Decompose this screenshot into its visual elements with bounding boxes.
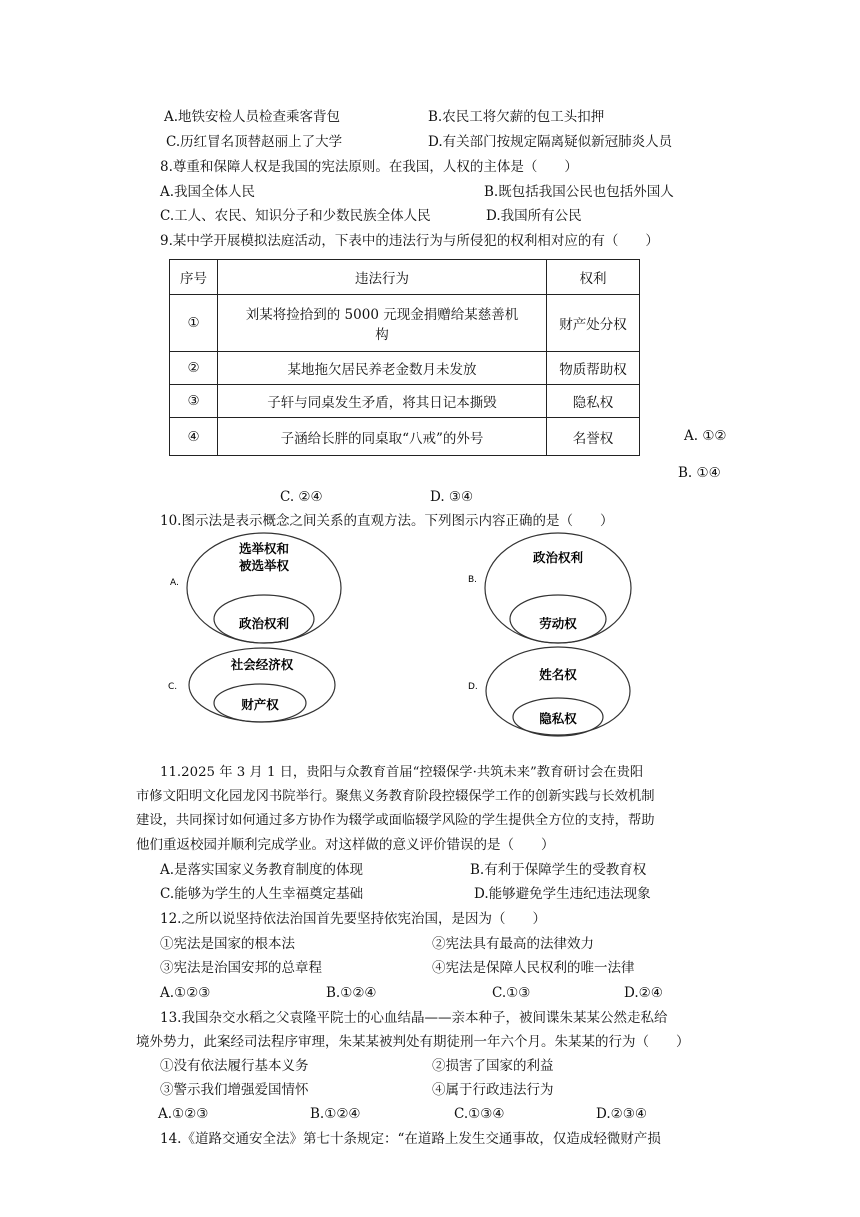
q12-statement: ②宪法具有最高的法律效力 [432,936,594,952]
q9-stem: 9.某中学开展模拟法庭活动，下表中的违法行为与所侵犯的权利相对应的有（ ） [160,233,659,249]
outer-label: 选举权和 [238,541,290,556]
q11-option-a: A.是落实国家义务教育制度的体现 [160,862,364,878]
q9-option-c: C. ②④ [280,489,323,505]
q11-stem-line: 他们重返校园并顺利完成学业。对这样做的意义评价错误的是（ ） [136,837,555,853]
q12-statement: ④宪法是保障人民权利的唯一法律 [432,960,635,976]
table-row [170,385,640,418]
diagram-letter: C. [168,682,178,692]
table-header: 违法行为 [218,260,547,295]
table-cell-no: ④ [170,418,218,456]
table-cell-act-line: 构 [375,327,389,343]
q10-stem: 10.图示法是表示概念之间关系的直观方法。下列图示内容正确的是（ ） [160,513,614,529]
q8-option-c: C.工人、农民、知识分子和少数民族全体人民 [160,208,431,224]
outer-label: 社会经济权 [230,657,294,672]
table-cell-no: ① [170,295,218,352]
table-row [170,295,640,352]
q12-stem: 12.之所以说坚持依法治国首先要坚持依宪治国，是因为（ ） [160,911,546,927]
q7-option-b: B.农民工将欠薪的包工头扣押 [428,109,605,125]
q14-stem: 14.《道路交通安全法》第七十条规定：“在道路上发生交通事故，仅造成轻微财产损 [160,1131,661,1147]
table-cell-act: 某地拖欠居民养老金数月未发放 [218,352,547,385]
diagram-letter: B. [468,575,478,585]
inner-label: 隐私权 [539,711,577,726]
diagram-c [164,645,344,725]
q13-statement: ①没有依法履行基本义务 [160,1058,309,1074]
q12-option-c: C.①③ [492,985,531,1001]
table-row [170,418,640,456]
q7-option-a: A.地铁安检人员检查乘客背包 [164,109,341,125]
table-cell-act: 子涵给长胖的同桌取“八戒”的外号 [218,418,547,456]
q11-stem-line: 市修文阳明文化园龙冈书院举行。聚焦义务教育阶段控辍保学工作的创新实践与长效机制 [136,789,655,804]
table-cell-right: 名誉权 [547,418,640,456]
q9-table [169,259,640,456]
table-cell-act-line: 刘某将捡拾到的 5000 元现金捐赠给某慈善机 [245,307,519,323]
q11-option-b: B.有利于保障学生的受教育权 [470,862,647,878]
table-header: 权利 [547,260,640,295]
q9-option-b: B. ①④ [678,465,721,481]
q12-statement: ③宪法是治国安邦的总章程 [160,960,322,976]
inner-label: 政治权利 [238,616,290,631]
q11-stem-line: 建设，共同探讨如何通过多方协作为辍学或面临辍学风险的学生提供全方位的支持，帮助 [136,813,655,828]
q13-statement: ④属于行政违法行为 [432,1082,554,1098]
outer-label: 被选举权 [238,558,290,573]
q12-option-b: B.①②④ [326,985,377,1001]
q11-option-d: D.能够避免学生违纪违法现象 [474,886,651,902]
table-cell-right: 隐私权 [547,385,640,418]
q9-option-a: A. ①② [684,428,727,444]
diagram-d [464,645,644,740]
q12-option-a: A.①②③ [160,985,211,1001]
q8-option-a: A.我国全体人民 [160,184,256,200]
q13-option-d: D.②③④ [596,1106,647,1122]
q13-option-b: B.①②④ [310,1106,361,1122]
diagram-a [164,532,344,647]
diagram-letter: A. [170,578,179,588]
table-header: 序号 [170,260,218,295]
table-cell-act [218,295,547,352]
outer-label: 政治权利 [532,550,584,565]
diagram-b [464,532,644,647]
table-cell-no: ③ [170,385,218,418]
diagram-letter: D. [468,682,478,692]
q13-option-a: A.①②③ [158,1106,209,1122]
q13-stem-line: 境外势力，此案经司法程序审理，朱某某被判处有期徒刑一年六个月。朱某某的行为（ ） [136,1034,690,1050]
table-cell-right: 物质帮助权 [547,352,640,385]
table-cell-no: ② [170,352,218,385]
q7-option-c: C.历红冒名顶替赵丽上了大学 [166,134,343,150]
q9-option-d: D. ③④ [430,489,474,505]
q8-option-b: B.既包括我国公民也包括外国人 [484,184,674,200]
inner-label: 财产权 [241,697,279,712]
q8-option-d: D.我国所有公民 [486,208,582,224]
q11-option-c: C.能够为学生的人生幸福奠定基础 [160,886,364,902]
q13-statement: ②损害了国家的利益 [432,1058,554,1074]
q11-stem-line: 11.2025 年 3 月 1 日，贵阳与众教育首届“控辍保学·共筑未来”教育研讨会在贵阳 [160,765,644,780]
table-header-row [170,260,640,295]
inner-label: 劳动权 [539,616,577,631]
q13-statement: ③警示我们增强爱国情怀 [160,1082,309,1098]
table-row [170,352,640,385]
q13-stem-line: 13.我国杂交水稻之父袁隆平院士的心血结晶——亲本种子，被间谍朱某某公然走私给 [160,1010,668,1026]
q7-option-d: D.有关部门按规定隔离疑似新冠肺炎人员 [428,134,673,150]
q8-stem: 8.尊重和保障人权是我国的宪法原则。在我国，人权的主体是（ ） [160,159,578,175]
outer-label: 姓名权 [539,667,577,682]
q13-option-c: C.①③④ [454,1106,505,1122]
table-cell-act: 子轩与同桌发生矛盾，将其日记本撕毁 [218,385,547,418]
table-cell-right: 财产处分权 [547,295,640,352]
q12-option-d: D.②④ [624,985,663,1001]
q12-statement: ①宪法是国家的根本法 [160,936,295,952]
